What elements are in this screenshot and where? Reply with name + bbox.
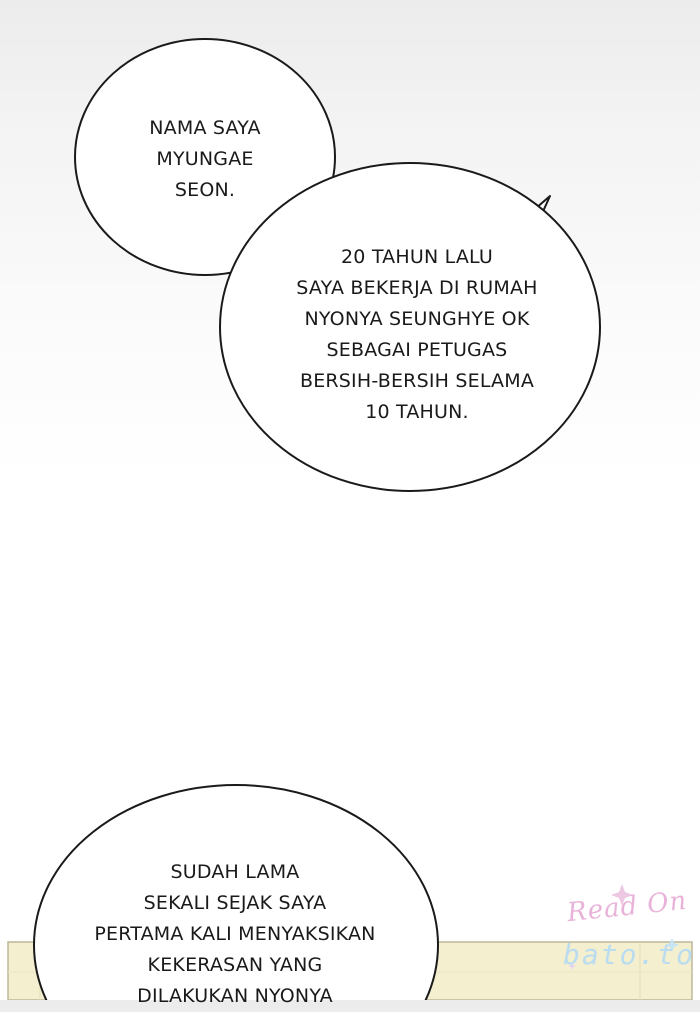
dialogue-line: SAYA BEKERJA DI RUMAH bbox=[296, 277, 538, 299]
dialogue-line: SUDAH LAMA bbox=[170, 861, 300, 883]
watermark-site: bato.to bbox=[563, 938, 696, 971]
watermark-read-on: Read On bbox=[565, 885, 689, 929]
dialogue-line: MYUNGAE bbox=[156, 148, 254, 170]
dialogue-line: BERSIH-BERSIH SELAMA bbox=[299, 370, 535, 392]
dialogue-line: PERTAMA KALI MENYAKSIKAN bbox=[94, 923, 376, 945]
dialogue-line: NYONYA SEUNGHYE OK bbox=[304, 308, 530, 330]
dialogue-line: 20 TAHUN LALU bbox=[341, 246, 493, 268]
dialogue-line: DILAKUKAN NYONYA bbox=[137, 985, 333, 1007]
speech-bubble-3-text bbox=[45, 857, 425, 1012]
dialogue-line: KEKERASAN YANG bbox=[147, 954, 323, 976]
dialogue-line: NAMA SAYA bbox=[149, 117, 261, 139]
speech-bubble-1-text bbox=[120, 113, 290, 206]
speech-bubble-2-text bbox=[252, 242, 582, 428]
watermark bbox=[545, 880, 695, 980]
dialogue-line: SEBAGAI PETUGAS bbox=[326, 339, 508, 361]
dialogue-line: SEON. bbox=[174, 179, 236, 201]
dialogue-line: SEKALI SEJAK SAYA bbox=[143, 892, 327, 914]
dialogue-line: 10 TAHUN. bbox=[365, 401, 469, 423]
